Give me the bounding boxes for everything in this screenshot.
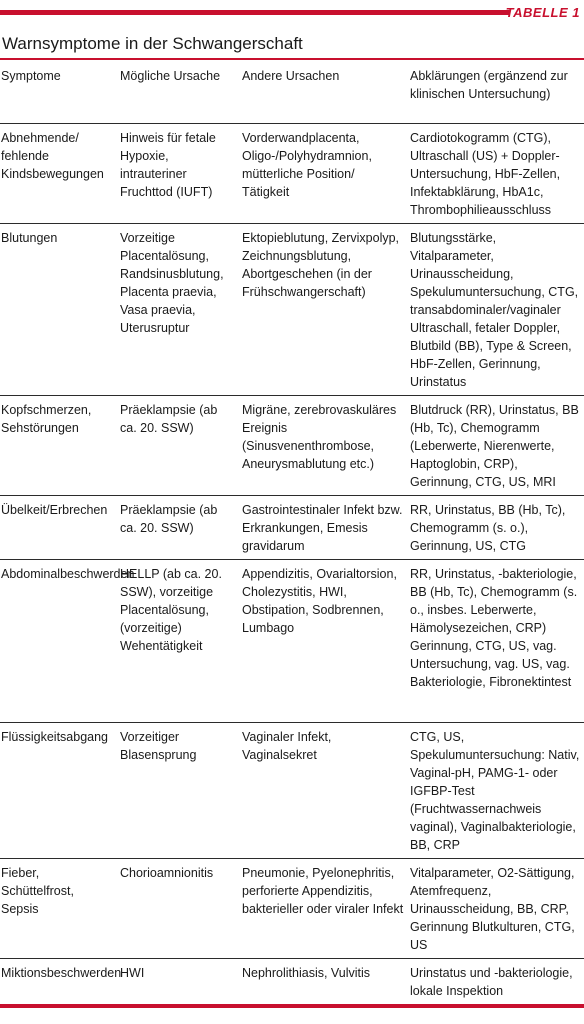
column-header-workup: Abklärungen (ergänzend zur klinischen Untersuchung) [410,69,568,101]
cell-other: Ektopieblutung, Zervixpolyp, Zeichnungsblutung, Abortgeschehen (in der Frühschwangerschaft) [242,231,400,299]
column-header-symptoms: Symptome [1,69,61,83]
cell-workup: CTG, US, Spekulumuntersuchung: Nativ, Vaginal-pH, PAMG-1- oder IGFBP-Test (Fruchtwassernachweis vaginal), Vaginalbakteriologie, BB, CRP [410,730,580,852]
cell-other: Nephrolithiasis, Vulvitis [242,966,371,980]
column-header-other-causes: Andere Ursachen [242,69,340,83]
table-header-row [0,61,584,124]
cell-workup: RR, Urinstatus, BB (Hb, Tc), Chemogramm (s. o.), Gerinnung, US, CTG [410,503,566,553]
cell-symptom: Kopfschmerzen, Sehstörungen [1,403,92,435]
cell-other: Vorderwandplacenta, Oligo-/Polyhydramnion, mütterliche Position/ Tätigkeit [242,131,372,199]
table-row [0,396,584,496]
cell-other: Gastrointestinaler Infekt bzw. Erkrankungen, Emesis gravidarum [242,503,403,553]
cell-workup: Vitalparameter, O2-Sättigung, Atemfrequenz, Urinausscheidung, BB, CRP, Gerinnung Blutkulturen, CTG, US [410,866,575,952]
cell-cause: Vorzeitige Placentalösung, Randsinusblutung, Placenta praevia, Vasa praevia, Uterusruptur [120,231,224,335]
table-row [0,859,584,959]
cell-cause: Vorzeitiger Blasensprung [120,730,197,762]
cell-cause: Hinweis für fetale Hypoxie, intrauteriner Fruchttod (IUFT) [120,131,216,199]
cell-cause: HWI [120,966,145,980]
cell-workup: Blutdruck (RR), Urinstatus, BB (Hb, Tc), Chemogramm (Leberwerte, Nierenwerte, Haptoglobin, CRP), Gerinnung, CTG, US, MRI [410,403,579,489]
table-title: Warnsymptome in der Schwangerschaft [2,34,303,53]
table-row [0,224,584,396]
table-tag: TABELLE 1 [505,5,580,20]
cell-symptom: Flüssigkeitsabgang [1,730,109,744]
cell-symptom: Abnehmende/ fehlende Kindsbewegungen [1,131,104,181]
cell-cause: Chorioamnionitis [120,866,214,880]
cell-other: Appendizitis, Ovarialtorsion, Cholezystitis, HWI, Obstipation, Sodbrennen, Lumbago [242,567,397,635]
table-row [0,723,584,859]
table-row [0,560,584,723]
cell-workup: Cardiotokogramm (CTG), Ultraschall (US) + Doppler-Untersuchung, HbF-Zellen, Infektabklärung, HbA1c, Thrombophilieausschluss [410,131,561,217]
column-header-possible-cause: Mögliche Ursache [120,69,221,83]
title-rule [0,58,584,60]
cell-cause: HELLP (ab ca. 20. SSW), vorzeitige Placentalösung, (vorzeitige) Wehentätigkeit [120,567,222,653]
warning-symptoms-table [0,61,584,1008]
cell-symptom: Miktionsbeschwerden [1,966,122,980]
cell-symptom: Abdominalbeschwerden [1,567,135,581]
cell-symptom: Blutungen [1,231,58,245]
top-rule [0,10,510,15]
table-row [0,959,584,1007]
cell-workup: Urinstatus und -bakteriologie, lokale Inspektion [410,966,573,998]
cell-other: Migräne, zerebrovaskuläres Ereignis (Sinusvenenthrombose, Aneurysmablutung etc.) [242,403,397,471]
cell-cause: Präeklampsie (ab ca. 20. SSW) [120,403,218,435]
table-row [0,496,584,560]
cell-workup: Blutungsstärke, Vitalparameter, Urinausscheidung, Spekulumuntersuchung, CTG, transabdominaler/vaginaler Ultraschall, fetaler Doppler, Blutbild (BB), Type & Screen, HbF-Zellen, Gerinnung, Urinstatus [410,231,579,389]
cell-other: Pneumonie, Pyelonephritis, perforierte Appendizitis, bakterieller oder viraler Infekt [242,866,404,916]
cell-other: Vaginaler Infekt, Vaginalsekret [242,730,332,762]
cell-symptom: Übelkeit/Erbrechen [1,503,108,517]
cell-symptom: Fieber, Schüttelfrost, Sepsis [1,866,74,916]
table-row [0,124,584,224]
cell-workup: RR, Urinstatus, -bakteriologie, BB (Hb, Tc), Chemogramm (s. o., insbes. Leberwerte, Hämolysezeichen, CRP) Gerinnung, CTG, US, vag. Untersuchung, vag. US, vag. Bakteriologie, Fibronektintest [410,567,578,689]
cell-cause: Präeklampsie (ab ca. 20. SSW) [120,503,218,535]
